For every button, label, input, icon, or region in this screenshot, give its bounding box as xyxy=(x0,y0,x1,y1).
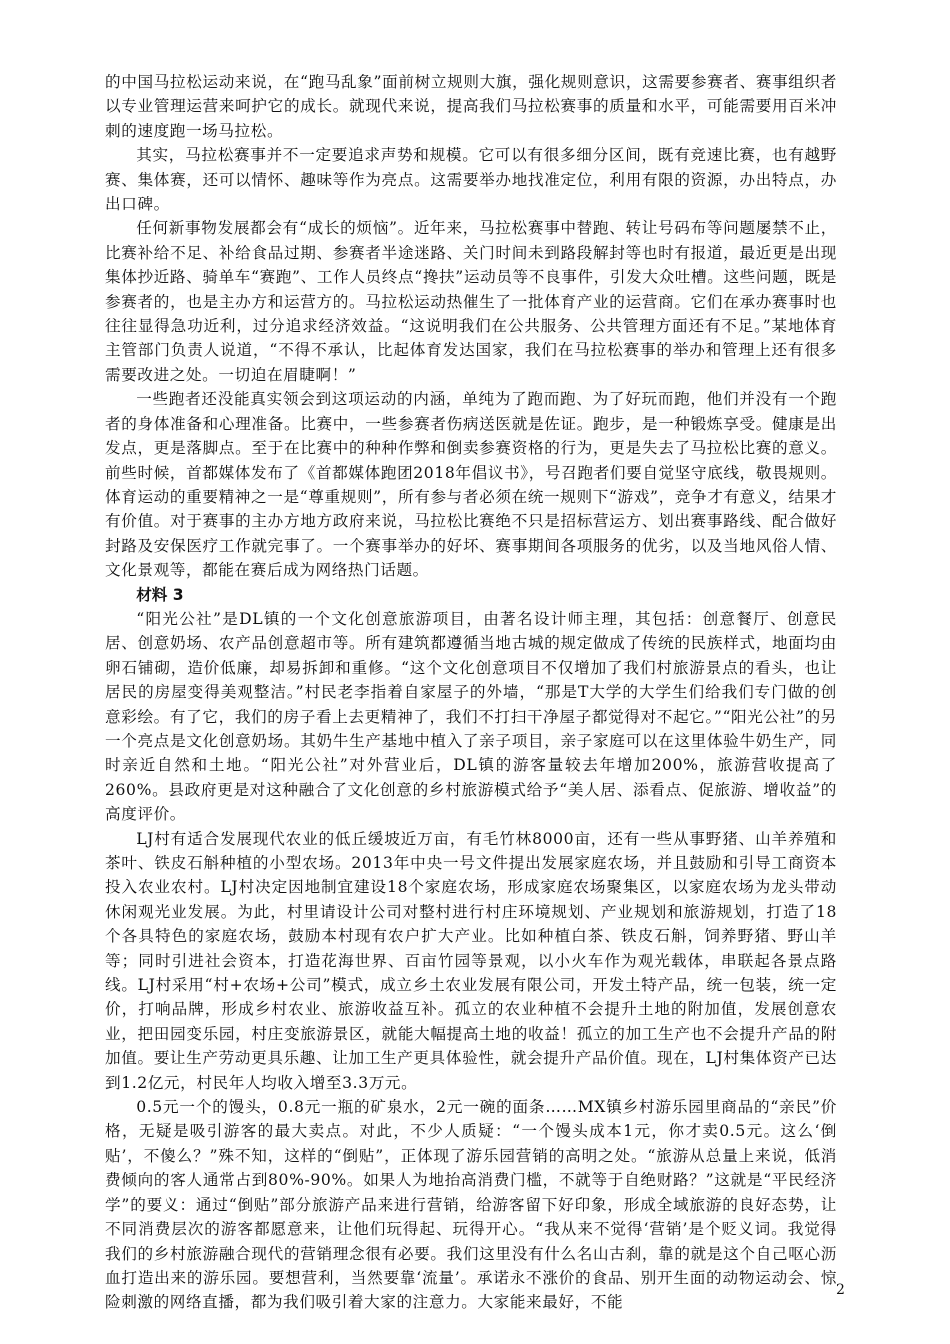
page-number: 2 xyxy=(836,1282,845,1298)
paragraph: 0.5元一个的馒头，0.8元一瓶的矿泉水，2元一碗的面条……MX镇乡村游乐园里商品的“亲民”价格，无疑是吸引游客的最大卖点。对此，不少人质疑：“一个馒头成本1元，你才卖0.5元。这么‘倒贴’，不傻么？”殊不知，这样的“倒贴”，正体现了游乐园营销的高明之处。“旅游从总量上来说，低消费倾向的客人通常占到80%-90%。如果人为地抬高消费门槛，不就等于自绝财路？”这就是“平民经济学”的要义：通过“倒贴”部分旅游产品来进行营销，给游客留下好印象，形成全域旅游的良好态势，让不同消费层次的游客都愿意来，让他们玩得起、玩得开心。“我从来不觉得‘营销’是个贬义词。我觉得我们的乡村旅游融合现代的营销理念很有必要。我们这里没有什么名山古刹，靠的就是这个自己呕心沥血打造出来的游乐园。要想营利，当然要靠‘流量’。承诺永不涨价的食品、别开生面的动物运动会、惊险刺激的网络直播，都为我们吸引着大家的注意力。大家能来最好，不能 xyxy=(105,1098,837,1312)
paragraph-continuation: 的中国马拉松运动来说，在“跑马乱象”面前树立规则大旗，强化规则意识，这需要参赛者、赛事组织者以专业管理运营来呵护它的成长。就现代来说，提高我们马拉松赛事的质量和水平，可能需要用百米冲刺的速度跑一场马拉松。 xyxy=(105,73,837,140)
document-body xyxy=(105,70,837,1315)
paragraph: 其实，马拉松赛事并不一定要追求声势和规模。它可以有很多细分区间，既有竞速比赛，也有越野赛、集体赛，还可以情怀、趣味等作为亮点。这需要举办地找准定位，利用有限的资源，办出特点，办出口碑。 xyxy=(105,146,837,214)
paragraph: 任何新事物发展都会有“成长的烦恼”。近年来，马拉松赛事中替跑、转让号码布等问题屡禁不止，比赛补给不足、补给食品过期、参赛者半途迷路、关门时间未到路段解封等也时有报道，最近更是出现集体抄近路、骑单车“赛跑”、工作人员终点“搀扶”运动员等不良事件，引发大众吐槽。这些问题，既是参赛者的，也是主办方和运营方的。马拉松运动热催生了一批体育产业的运营商。它们在承办赛事时也往往显得急功近利，过分追求经济效益。“这说明我们在公共服务、公共管理方面还有不足。”某地体育主管部门负责人说道，“不得不承认，比起体育发达国家，我们在马拉松赛事的举办和管理上还有很多需要改进之处。一切迫在眉睫啊！” xyxy=(105,219,837,384)
paragraph: LJ村有适合发展现代农业的低丘缓坡近万亩，有毛竹林8000亩，还有一些从事野猪、山羊养殖和茶叶、铁皮石斛种植的小型农场。2013年中央一号文件提出发展家庭农场，并且鼓励和引导工商资本投入农业农村。LJ村决定因地制宜建设18个家庭农场，形成家庭农场聚集区，以家庭农场为龙头带动休闲观光业发展。为此，村里请设计公司对整村进行村庄环境规划、产业规划和旅游规划，打造了18个各具特色的家庭农场，鼓励本村现有农户扩大产业。比如种植白茶、铁皮石斛，饲养野猪、野山羊等；同时引进社会资本，打造花海世界、百亩竹园等景观，以小火车作为观光载体，串联起各景点路线。LJ村采用“村+农场+公司”模式，成立乡土农业发展有限公司，开发土特产品，统一包装，统一定价，打响品牌，形成乡村农业、旅游收益互补。孤立的农业种植不会提升土地的附加值，发展创意农业，把田园变乐园，村庄变旅游景区，就能大幅提高土地的收益！孤立的加工生产也不会提升产品的附加值。要让生产劳动更具乐趣、让加工生产更具体验性，就会提升产品价值。现在，LJ村集体资产已达到1.2亿元，村民年人均收入增至3.3万元。 xyxy=(105,829,837,1092)
section-heading: 材料 3 xyxy=(136,585,184,604)
paragraph: “阳光公社”是DL镇的一个文化创意旅游项目，由著名设计师主理，其包括：创意餐厅、创意民居、创意奶场、农产品创意超市等。所有建筑都遵循当地古城的规定做成了传统的民族样式，地面均由卵石铺砌，造价低廉，却易拆卸和重修。“这个文化创意项目不仅增加了我们村旅游景点的看头，也让居民的房屋变得美观整洁。”村民老李指着自家屋子的外墙，“那是T大学的大学生们给我们专门做的创意彩绘。有了它，我们的房子看上去更精神了，我们不打扫干净屋子都觉得对不起它。”“阳光公社”的另一个亮点是文化创意奶场。其奶牛生产基地中植入了亲子项目，亲子家庭可以在这里体验牛奶生产，同时亲近自然和土地。“阳光公社”对外营业后，DL镇的游客量较去年增加200%，旅游营收提高了260%。县政府更是对这种融合了文化创意的乡村旅游模式给予“美人居、添看点、促旅游、增收益”的高度评价。 xyxy=(105,609,837,824)
paragraph: 一些跑者还没能真实领会到这项运动的内涵，单纯为了跑而跑、为了好玩而跑，他们并没有一个跑者的身体准备和心理准备。比赛中，一些参赛者伤病送医就是佐证。跑步，是一种锻炼享受。健康是出发点，更是落脚点。至于在比赛中的种种作弊和倒卖参赛资格的行为，更是失去了马拉松比赛的意义。前些时候，首都媒体发布了《首都媒体跑团2018年倡议书》，号召跑者们要自觉坚守底线，敬畏规则。体育运动的重要精神之一是“尊重规则”，所有参与者必须在统一规则下“游戏”，竞争才有意义，结果才有价值。对于赛事的主办方地方政府来说，马拉松比赛绝不只是招标营运方、划出赛事路线、配合做好封路及安保医疗工作就完事了。一个赛事举办的好坏、赛事期间各项服务的优劣，以及当地风俗人情、文化景观等，都能在赛后成为网络热门话题。 xyxy=(105,390,837,580)
